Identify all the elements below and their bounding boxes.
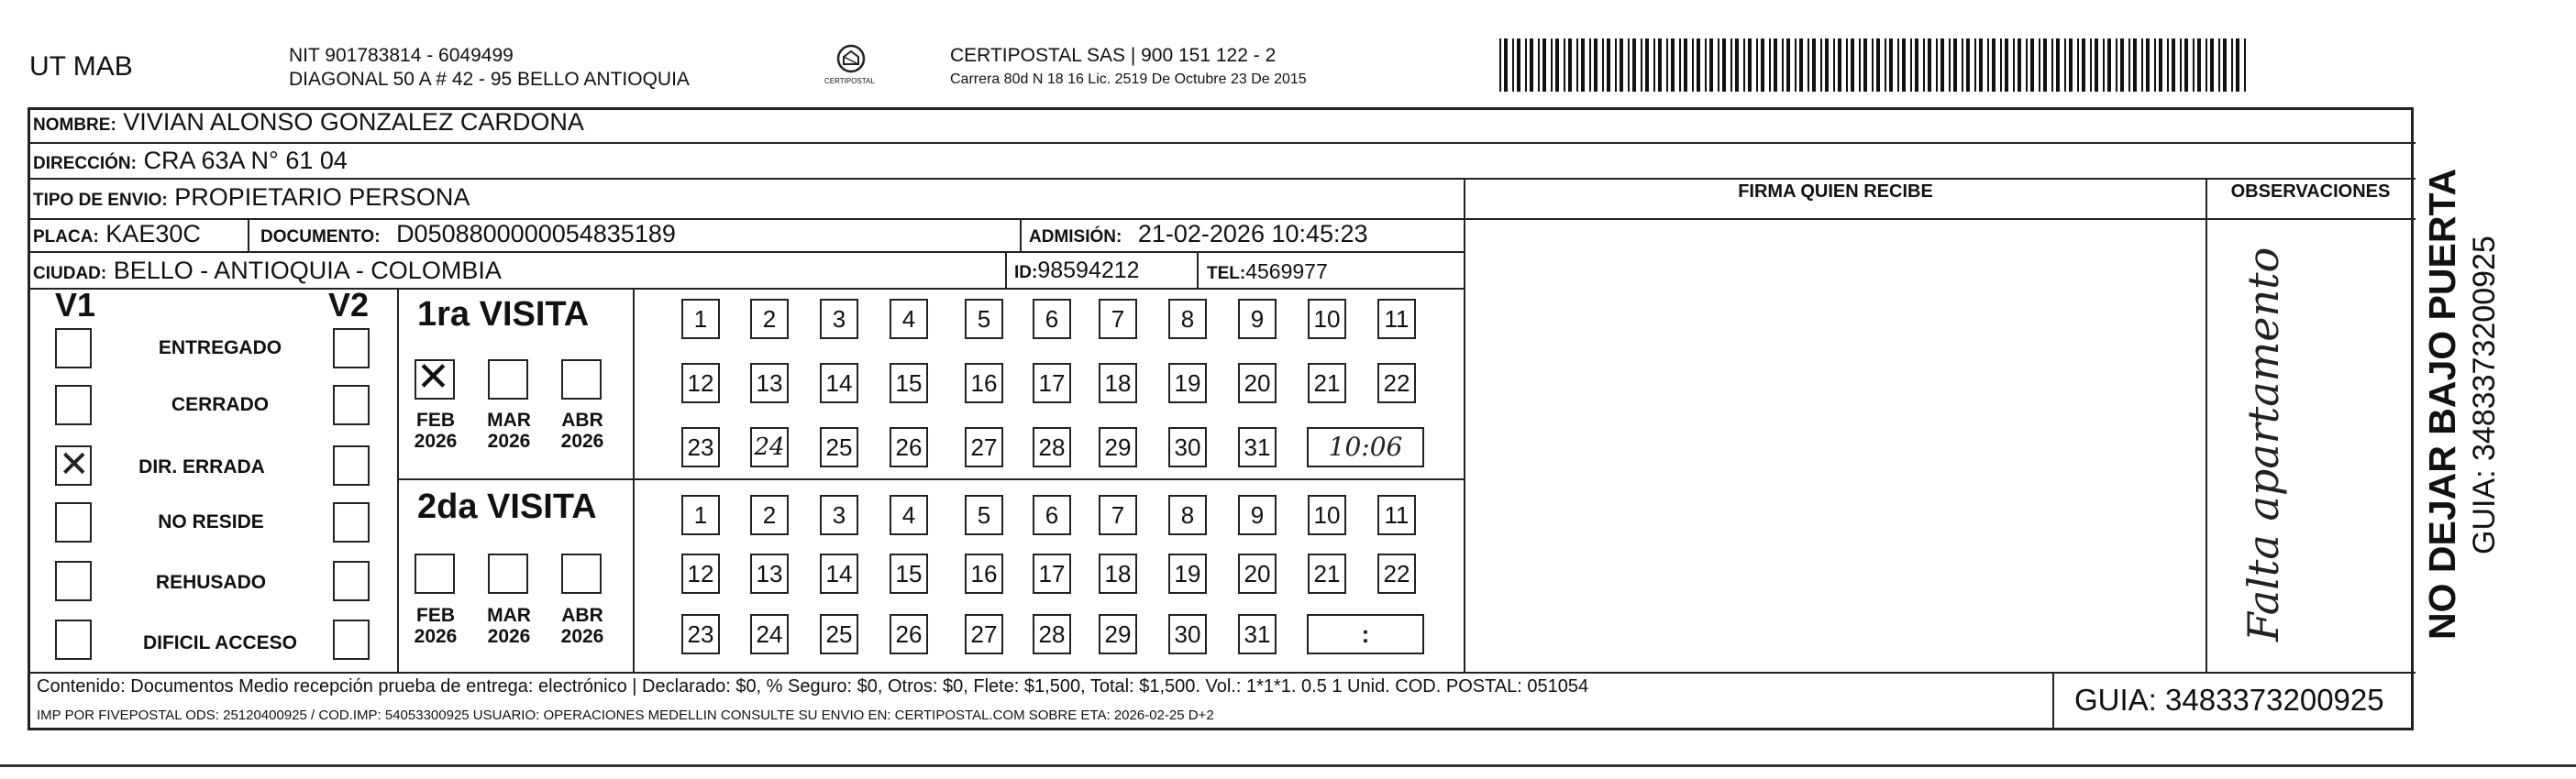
barcode-bar (1632, 38, 1636, 92)
barcode-bar (1885, 38, 1886, 92)
first-visit-day-23[interactable]: 23 (681, 427, 720, 467)
second-visit-day-28[interactable]: 28 (1033, 614, 1071, 654)
first-visit-day-8[interactable]: 8 (1168, 299, 1207, 339)
recipient-address-field (33, 147, 348, 175)
second-visit-abr-checkbox[interactable] (561, 554, 602, 594)
barcode-bar (1782, 38, 1784, 92)
barcode-bar (1705, 38, 1707, 92)
first-visit-day-19[interactable]: 19 (1168, 363, 1207, 403)
second-visit-day-31[interactable]: 31 (1238, 614, 1277, 654)
status-dificil-acceso: DIFICIL ACCESO (142, 632, 297, 653)
send-type: PROPIETARIO PERSONA (174, 183, 470, 211)
status-no-reside: NO RESIDE (158, 511, 264, 532)
barcode-bar (2184, 38, 2188, 92)
field-divider (1005, 251, 1007, 288)
recipient-name: VIVIAN ALONSO GONZALEZ CARDONA (123, 108, 584, 136)
footer-print-info: IMP POR FIVEPOSTAL ODS: 25120400925 / COD.IMP: 54053300925 USUARIO: OPERACIONES MEDELLIN CONSULTE SU ENVIO EN: CERTIPOSTAL.COM SOBRE ETA: 2026-02-25 D+2 (37, 708, 1214, 723)
barcode-bar (1499, 38, 1501, 92)
barcode-bar (1915, 38, 1918, 92)
barcode-bar (1979, 38, 1983, 92)
courier-name: CERTIPOSTAL SAS | 900 151 122 - 2 (950, 45, 1277, 66)
barcode-bar (1936, 38, 1938, 92)
id-number: 98594212 (1037, 258, 1140, 283)
signature-area[interactable] (1467, 222, 2204, 671)
barcode-bar (1504, 38, 1508, 92)
barcode-bar (1859, 38, 1861, 92)
barcode-bar (1564, 38, 1565, 92)
header-row-divider (1465, 218, 2416, 220)
observation-handwriting: Falta apartamento (2239, 247, 2288, 642)
visit-divider (633, 288, 635, 673)
barcode-bar (2223, 38, 2227, 92)
second-visit-day-6[interactable]: 6 (1033, 495, 1071, 535)
first-visit-day-24[interactable]: 24 (750, 427, 789, 467)
second-visit-day-7[interactable]: 7 (1099, 495, 1137, 535)
first-visit-day-12[interactable]: 12 (681, 363, 720, 403)
second-visit-feb-checkbox[interactable] (415, 554, 455, 594)
barcode-bar (2218, 38, 2220, 92)
first-visit-day-5[interactable]: 5 (965, 299, 1003, 339)
barcode-bar (1949, 38, 1951, 92)
first-visit-day-4[interactable]: 4 (890, 299, 928, 339)
first-visit-day-26[interactable]: 26 (890, 427, 928, 467)
first-visit-day-7[interactable]: 7 (1099, 299, 1137, 339)
first-visit-day-18[interactable]: 18 (1099, 363, 1137, 403)
v1-rehusado-checkbox[interactable] (55, 561, 92, 601)
first-visit-day-9[interactable]: 9 (1238, 299, 1277, 339)
barcode-bar (2030, 38, 2034, 92)
second-visit-day-15[interactable]: 15 (890, 554, 928, 594)
v1-entregado-checkbox[interactable] (55, 328, 92, 368)
v2-cerrado-checkbox[interactable] (333, 385, 370, 425)
barcode-bar (1512, 38, 1514, 92)
barcode-bar (1602, 38, 1604, 92)
observations-header: OBSERVACIONES (2230, 181, 2391, 202)
field-divider (1020, 218, 1022, 252)
barcode-bar (1692, 38, 1694, 92)
first-visit-day-28[interactable]: 28 (1033, 427, 1071, 467)
barcode-bar (1743, 38, 1745, 92)
barcode-bar (2095, 38, 2098, 92)
address-label: DIRECCIÓN: (33, 154, 137, 173)
side-guia-number: GUIA: 3483373200925 (2467, 236, 2502, 554)
plate: KAE30C (105, 220, 201, 247)
second-visit-day-16[interactable]: 16 (965, 554, 1003, 594)
barcode-bar (1774, 38, 1777, 92)
barcode-bar (1735, 38, 1739, 92)
barcode-bar (1812, 38, 1816, 92)
barcode-bar (2154, 38, 2156, 92)
barcode-bar (2107, 38, 2111, 92)
second-visit-day-10[interactable]: 10 (1308, 495, 1346, 535)
barcode-bar (2244, 38, 2246, 92)
barcode-bar (2159, 38, 2162, 92)
second-visit-day-24[interactable]: 24 (750, 614, 789, 654)
barcode-bar (1576, 38, 1578, 92)
id-label: ID: (1014, 263, 1038, 282)
barcode-bar (2051, 38, 2053, 92)
barcode-bar (1748, 38, 1752, 92)
second-visit-day-25[interactable]: 25 (820, 614, 858, 654)
second-visit-day-3[interactable]: 3 (820, 495, 858, 535)
certipostal-logo (824, 42, 875, 93)
first-visit-day-30[interactable]: 30 (1168, 427, 1207, 467)
barcode-bar (1910, 38, 1912, 92)
barcode-bar (1889, 38, 1893, 92)
send-type-field (33, 183, 470, 212)
barcode-bar (1928, 38, 1931, 92)
second-visit-day-18[interactable]: 18 (1099, 554, 1137, 594)
field-divider (1197, 251, 1199, 288)
barcode-bar (1671, 38, 1675, 92)
first-visit-day-1[interactable]: 1 (681, 299, 720, 339)
second-visit-day-22[interactable]: 22 (1377, 554, 1416, 594)
first-visit-day-20[interactable]: 20 (1238, 363, 1277, 403)
visit-divider (397, 478, 1465, 480)
second-visit-day-17[interactable]: 17 (1033, 554, 1071, 594)
barcode-bar (1679, 38, 1681, 92)
barcode-bar (2231, 38, 2233, 92)
barcode-bar (2120, 38, 2124, 92)
tel-number: 4569977 (1245, 259, 1328, 283)
footer-contents: Contenido: Documentos Medio recepción prueba de entrega: electrónico | Declarado: $0, % Seguro: $0, Otros: $0, Flete: $1,500, Total: $1,500. Vol.: 1*1*1. 0.5 1 Unid. COD. POSTAL: 051054 (37, 676, 1589, 697)
first-visit-time-box[interactable]: 10:06 (1307, 427, 1424, 467)
barcode-bar (2197, 38, 2201, 92)
barcode-bar (1607, 38, 1610, 92)
status-cerrado: CERRADO (171, 394, 270, 415)
barcode-bar (1730, 38, 1732, 92)
barcode-bar (2193, 38, 2195, 92)
barcode-bar (2167, 38, 2169, 92)
v2-dir-errada-checkbox[interactable] (333, 445, 370, 486)
barcode-bar (1923, 38, 1925, 92)
barcode-bar (1851, 38, 1854, 92)
barcode-bar (2005, 38, 2008, 92)
barcode-bar (2128, 38, 2130, 92)
barcode-bar (1594, 38, 1598, 92)
barcode-bar (1808, 38, 1809, 92)
barcode-bar (1658, 38, 1662, 92)
barcode-bar (1974, 38, 1976, 92)
second-visit-day-21[interactable]: 21 (1308, 554, 1346, 594)
recipient-name-field (33, 108, 584, 137)
barcode-bar (2141, 38, 2143, 92)
second-visit-day-4[interactable]: 4 (890, 495, 928, 535)
barcode-bar (1992, 38, 1996, 92)
barcode-bar (1769, 38, 1771, 92)
barcode-bar (1863, 38, 1867, 92)
v2-entregado-checkbox[interactable] (333, 328, 370, 368)
first-visit-abr-checkbox[interactable] (561, 359, 602, 400)
document-field (260, 220, 676, 248)
first-visit-feb-checkbox[interactable] (415, 354, 455, 400)
barcode-bar (2056, 38, 2060, 92)
first-visit-day-15[interactable]: 15 (890, 363, 928, 403)
second-visit-feb-label: FEB 2026 (414, 605, 458, 647)
barcode-bar (2236, 38, 2239, 92)
second-visit-title: 2da VISITA (417, 488, 597, 526)
first-visit-day-6[interactable]: 6 (1033, 299, 1071, 339)
second-visit-day-14[interactable]: 14 (820, 554, 858, 594)
barcode-bar (1697, 38, 1700, 92)
tel-label: TEL: (1207, 264, 1246, 283)
second-visit-day-29[interactable]: 29 (1099, 614, 1137, 654)
first-visit-day-3[interactable]: 3 (820, 299, 858, 339)
second-visit-abr-label: ABR 2026 (560, 605, 604, 647)
barcode-bar (2146, 38, 2150, 92)
header-row-divider (1465, 178, 2416, 180)
first-visit-mar-label: MAR 2026 (487, 410, 531, 452)
company-nit: NIT 901783814 - 6049499 (289, 45, 514, 66)
admission-label: ADMISIÓN: (1029, 227, 1122, 247)
barcode-bar (1825, 38, 1829, 92)
first-visit-feb-label: FEB 2026 (414, 410, 458, 452)
document-number: D0508800000054835189 (396, 220, 676, 247)
city-label: CIUDAD: (33, 264, 107, 283)
first-visit-day-29[interactable]: 29 (1099, 427, 1137, 467)
v1-dificil-acceso-checkbox[interactable] (55, 620, 92, 660)
barcode-bar (1722, 38, 1726, 92)
column-divider (2412, 107, 2414, 182)
barcode-bar (1838, 38, 1841, 92)
second-visit-day-1[interactable]: 1 (681, 495, 720, 535)
row-divider (28, 251, 1465, 253)
v1-cerrado-checkbox[interactable] (55, 385, 92, 425)
second-visit-day-30[interactable]: 30 (1168, 614, 1207, 654)
barcode-bar (1517, 38, 1520, 92)
barcode-bar (2064, 38, 2066, 92)
barcode-bar (1589, 38, 1591, 92)
barcode-bar (2090, 38, 2092, 92)
footer-guia-box: GUIA: 3483373200925 (2052, 672, 2414, 730)
signature-header: FIRMA QUIEN RECIBE (1738, 181, 1933, 202)
v2-dificil-acceso-checkbox[interactable] (333, 620, 370, 660)
second-visit-day-27[interactable]: 27 (965, 614, 1003, 654)
second-visit-day-2[interactable]: 2 (750, 495, 789, 535)
barcode-bar (2103, 38, 2105, 92)
second-visit-time-box[interactable]: : (1307, 614, 1424, 654)
barcode-bar (2018, 38, 2021, 92)
name-label: NOMBRE: (33, 115, 116, 135)
plate-field (33, 220, 201, 248)
barcode-bar (1756, 38, 1758, 92)
recipient-address: CRA 63A N° 61 04 (143, 147, 348, 174)
status-entregado: ENTREGADO (158, 337, 282, 358)
barcode-bar (1833, 38, 1835, 92)
barcode-bar (1795, 38, 1797, 92)
barcode-bar (1530, 38, 1533, 92)
barcode-bar (2082, 38, 2085, 92)
admission-datetime: 21-02-2026 10:45:23 (1137, 220, 1368, 247)
barcode-bar (1666, 38, 1668, 92)
first-visit-day-25[interactable]: 25 (820, 427, 858, 467)
v1-no-reside-checkbox[interactable] (55, 502, 92, 543)
second-visit-day-8[interactable]: 8 (1168, 495, 1207, 535)
barcode-bar (2043, 38, 2047, 92)
first-visit-mar-checkbox[interactable] (488, 359, 528, 400)
barcode-bar (1709, 38, 1713, 92)
second-visit-day-23[interactable]: 23 (681, 614, 720, 654)
first-visit-day-14[interactable]: 14 (820, 363, 858, 403)
second-visit-mar-checkbox[interactable] (488, 554, 528, 594)
barcode-bar (1953, 38, 1957, 92)
barcode-bar (1872, 38, 1874, 92)
second-visit-day-20[interactable]: 20 (1238, 554, 1277, 594)
barcode-bar (2000, 38, 2002, 92)
first-visit-abr-label: ABR 2026 (560, 410, 604, 452)
barcode-bar (2210, 38, 2214, 92)
v1-header: V1 (55, 286, 96, 324)
first-visit-day-27[interactable]: 27 (965, 427, 1003, 467)
barcode-bar (1525, 38, 1527, 92)
barcode-bar (1538, 38, 1540, 92)
barcode-bar (1542, 38, 1546, 92)
row-divider (28, 142, 2416, 144)
barcode-bar (1641, 38, 1642, 92)
first-visit-day-10[interactable]: 10 (1308, 299, 1346, 339)
first-visit-day-31[interactable]: 31 (1238, 427, 1277, 467)
barcode-bar (1718, 38, 1719, 92)
barcode-bar (1568, 38, 1572, 92)
barcode-bar (2069, 38, 2073, 92)
barcode-bar (1987, 38, 1989, 92)
status-divider (397, 288, 399, 673)
courier-license: Carrera 80d N 18 16 Lic. 2519 De Octubre 23 De 2015 (950, 71, 1307, 87)
barcode-bar (1684, 38, 1687, 92)
barcode-bar (1615, 38, 1617, 92)
id-field (1014, 258, 1140, 284)
barcode-bar (2116, 38, 2117, 92)
barcode-bar (1962, 38, 1963, 92)
second-visit-mar-label: MAR 2026 (487, 605, 531, 647)
page-edge (0, 764, 2576, 767)
barcode-bar (2133, 38, 2137, 92)
first-visit-day-17[interactable]: 17 (1033, 363, 1071, 403)
admission-field (1029, 220, 1368, 248)
barcode-bar (2026, 38, 2028, 92)
barcode-bar (2206, 38, 2207, 92)
barcode-bar (1940, 38, 1944, 92)
barcode-bar (1551, 38, 1553, 92)
column-divider (1464, 178, 1465, 673)
first-visit-feb-mark: ✕ (416, 354, 450, 400)
second-visit-day-11[interactable]: 11 (1377, 495, 1416, 535)
first-visit-day-22[interactable]: 22 (1377, 363, 1416, 403)
first-visit-day-2[interactable]: 2 (750, 299, 789, 339)
barcode-bar (1581, 38, 1585, 92)
column-divider (2206, 178, 2207, 673)
field-divider (248, 218, 249, 252)
barcode-bar (1555, 38, 1559, 92)
barcode-bar (1799, 38, 1803, 92)
v2-no-reside-checkbox[interactable] (333, 502, 370, 543)
barcode-bar (1820, 38, 1822, 92)
status-dir-errada: DIR. ERRADA (138, 456, 265, 477)
second-visit-day-13[interactable]: 13 (750, 554, 789, 594)
send-type-label: TIPO DE ENVIO: (33, 191, 168, 210)
barcode-bar (1786, 38, 1790, 92)
barcode-bar (1620, 38, 1623, 92)
status-rehusado: REHUSADO (155, 572, 267, 593)
plate-label: PLACA: (33, 227, 99, 247)
document-label: DOCUMENTO: (260, 227, 381, 247)
v2-header: V2 (328, 286, 370, 324)
no-dejar-bajo-puerta-warning: NO DEJAR BAJO PUERTA (2421, 168, 2463, 640)
first-visit-day-16[interactable]: 16 (965, 363, 1003, 403)
barcode-bar (1761, 38, 1764, 92)
second-visit-day-9[interactable]: 9 (1238, 495, 1277, 535)
tel-field (1207, 259, 1328, 284)
barcode-bar (1846, 38, 1848, 92)
row-divider (28, 288, 1465, 290)
barcode-bar (2180, 38, 2182, 92)
barcode-bar (2039, 38, 2040, 92)
barcode-bar (2077, 38, 2079, 92)
second-visit-day-19[interactable]: 19 (1168, 554, 1207, 594)
v1-dir-errada-checkbox[interactable]: ✕ (55, 445, 92, 486)
barcode-bar (1897, 38, 1899, 92)
first-visit-day-13[interactable]: 13 (750, 363, 789, 403)
barcode-bar (2013, 38, 2015, 92)
logo-text: CERTIPOSTAL (824, 77, 875, 85)
first-visit-title: 1ra VISITA (417, 295, 590, 334)
v2-rehusado-checkbox[interactable] (333, 561, 370, 601)
barcode-bar (1966, 38, 1970, 92)
first-visit-day-21[interactable]: 21 (1308, 363, 1346, 403)
city-field (33, 257, 502, 285)
city: BELLO - ANTIOQUIA - COLOMBIA (113, 257, 502, 284)
company-name: UT MAB (29, 51, 133, 82)
first-visit-day-11[interactable]: 11 (1377, 299, 1416, 339)
barcode-bar (1876, 38, 1880, 92)
barcode (1499, 38, 2249, 92)
barcode-bar (1902, 38, 1906, 92)
barcode-bar (1628, 38, 1630, 92)
barcode-bar (1645, 38, 1649, 92)
company-address: DIAGONAL 50 A # 42 - 95 BELLO ANTIOQUIA (289, 69, 690, 90)
second-visit-day-5[interactable]: 5 (965, 495, 1003, 535)
barcode-bar (1653, 38, 1655, 92)
second-visit-day-12[interactable]: 12 (681, 554, 720, 594)
second-visit-day-26[interactable]: 26 (890, 614, 928, 654)
barcode-bar (2172, 38, 2175, 92)
